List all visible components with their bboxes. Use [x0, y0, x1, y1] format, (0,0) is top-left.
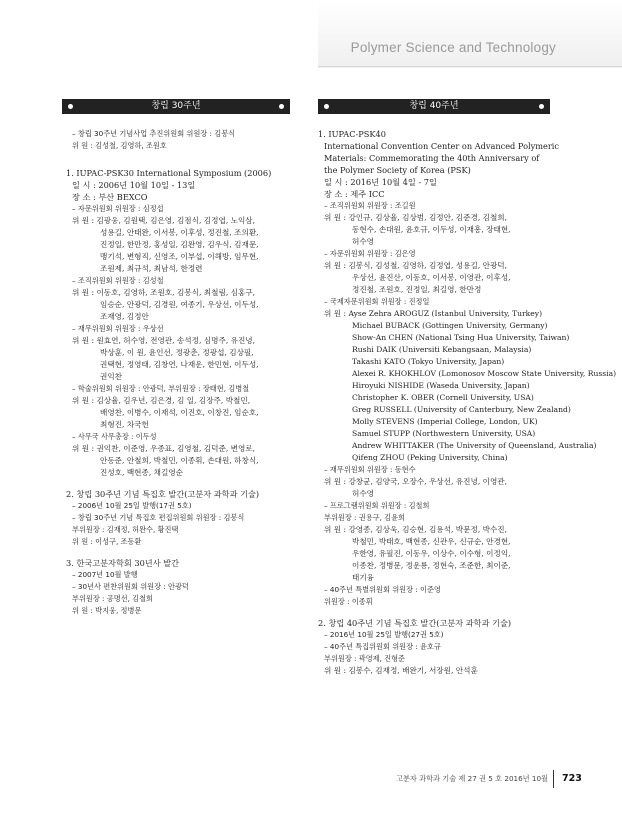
- text-line: 조원제, 최규석, 최남석, 한정련: [100, 264, 203, 273]
- text-line: – 재무위원회 위원장 : 우상선: [72, 324, 164, 333]
- text-line: Samuel STUPP (Northwestern University, USA): [352, 429, 536, 438]
- text-line: 위 원 : 이성구, 조동환: [72, 537, 142, 546]
- text-line: 부위원장 : 공명선, 김철희: [72, 594, 153, 603]
- text-line: 일 시 : 2006년 10월 10일 - 13일: [72, 180, 196, 190]
- text-line: International Convention Center on Advanced Polymeric: [324, 141, 559, 151]
- text-line: 진정일, 한만정, 홍성일, 김완영, 김우식, 김재문,: [100, 240, 259, 249]
- text-line: Materials: Commemorating the 40th Anniversary of: [324, 153, 540, 163]
- text-line: – 자문위원회 위원장 : 김은영: [324, 249, 416, 258]
- text-line: 위원장 : 이종휘: [324, 597, 373, 606]
- text-line: 위 원 : 강창균, 김양국, 오장수, 우상선, 유진녕, 이영관,: [324, 477, 508, 486]
- text-line: – 사무국 사무총장 : 이두성: [72, 432, 157, 441]
- text-line: Greg RUSSELL (University of Canterbury, New Zealand): [352, 405, 571, 414]
- text-line: – 창립 30주년 기념 특집호 편집위원회 위원장 : 김봉식: [72, 513, 245, 522]
- journal-title: Polymer Science and Technology: [350, 40, 556, 55]
- text-line: Hiroyuki NISHIDE (Waseda University, Japan): [352, 381, 530, 390]
- text-line: 장 소 : 부산 BEXCO: [72, 192, 148, 202]
- text-line: Qifeng ZHOU (Peking University, China): [352, 453, 508, 462]
- section-heading: 2. 창립 40주년 기념 특집호 발간(고분자 과학과 기술): [318, 618, 512, 628]
- text-line: 임승순, 안광덕, 김경원, 여종기, 우상선, 이두성,: [100, 300, 259, 309]
- text-line: 부위원장 : 김재정, 허완수, 황진택: [72, 525, 179, 534]
- text-line: 부위원장 : 권용구, 김윤희: [324, 513, 405, 522]
- section-banner-30th: [62, 99, 290, 114]
- text-line: 위 원 : Ayse Zehra AROGUZ (Istanbul University, Turkey): [324, 309, 543, 318]
- text-line: 위 원 : 강영종, 김상욱, 김승현, 김용석, 박문정, 박수진,: [324, 525, 508, 534]
- text-line: – 국제자문위원회 위원장 : 진정일: [324, 297, 430, 306]
- text-line: – 창립 30주년 기념사업 추진위원회 위원장 : 김봉식: [72, 129, 236, 138]
- text-line: – 40주년 특별위원회 위원장 : 이준영: [324, 585, 441, 594]
- text-line: 부위원장 : 곽영제, 진형준: [324, 654, 405, 663]
- text-line: 진성호, 백현종, 채길영순: [100, 468, 184, 477]
- text-line: – 30년사 편찬위원회 위원장 : 안광덕: [72, 582, 189, 591]
- text-line: 최형진, 차국헌: [100, 420, 149, 429]
- section-heading: 1. IUPAC-PSK30 International Symposium (2006): [66, 168, 272, 178]
- text-line: 권익찬: [100, 372, 123, 381]
- text-line: 우상선, 윤진산, 이동호, 이서봉, 이영관, 이후성,: [352, 273, 511, 282]
- bullet-icon: [68, 104, 73, 109]
- header-band: [318, 0, 622, 68]
- footer-citation: 고분자 과학과 기술 제 27 권 5 호 2016년 10월: [396, 774, 548, 783]
- section-heading: 1. IUPAC-PSK40: [318, 129, 386, 139]
- header-rule: [318, 66, 622, 67]
- section-heading: 3. 한국고분자학회 30년사 발간: [66, 558, 180, 568]
- text-line: – 2006년 10월 25일 발행(17권 5호): [72, 501, 192, 510]
- section-heading: 2. 창립 30주년 기념 특집호 발간(고분자 과학과 기술): [66, 489, 260, 499]
- text-line: 우한영, 유필진, 이동우, 이상수, 이수형, 이정익,: [352, 549, 511, 558]
- text-line: 성용길, 안태완, 이서봉, 이후성, 정진철, 조의환,: [100, 228, 259, 237]
- text-line: 조재영, 김정안: [100, 312, 149, 321]
- text-line: 위 원 : 김상율, 김우년, 김은경, 김 일, 김장주, 박철민,: [72, 396, 251, 405]
- text-line: Christopher K. OBER (Cornell University, USA): [352, 393, 534, 402]
- text-line: 정진철, 조원호, 진정일, 최길영, 한만정: [352, 285, 482, 294]
- page-number: 723: [562, 773, 582, 784]
- text-line: 위 원 : 김봉식, 김성철, 김영하, 김정엽, 성용길, 안광덕,: [324, 261, 508, 270]
- text-line: Takashi KATO (Tokyo University, Japan): [352, 357, 505, 366]
- text-line: Show-An CHEN (National Tsing Hua University, Taiwan): [352, 333, 570, 342]
- text-line: Andrew WHITTAKER (The University of Queensland, Australia): [352, 441, 597, 450]
- text-line: 위 원 : 박지웅, 정병문: [72, 606, 142, 615]
- text-line: the Polymer Society of Korea (PSK): [324, 165, 471, 175]
- text-line: – 재무위원회 위원장 : 동현수: [324, 465, 416, 474]
- text-line: 동현수, 손대원, 윤호규, 이두성, 이재흥, 장태현,: [352, 225, 511, 234]
- banner-label: 창립 30주년: [151, 101, 201, 111]
- bullet-icon: [279, 104, 284, 109]
- footer-divider: [553, 770, 554, 788]
- banner-label: 창립 40주년: [409, 101, 459, 111]
- text-line: Michael BUBACK (Gottingen University, Germany): [352, 321, 548, 330]
- text-line: 안동준, 안철희, 박철민, 이종휘, 손대원, 하창식,: [100, 456, 259, 465]
- text-line: – 2016년 10월 25일 발행(27권 5호): [324, 630, 444, 639]
- text-line: 이종찬, 정병문, 정운룡, 정현숙, 조준한, 최이준,: [352, 561, 511, 570]
- text-line: Molly STEVENS (Imperial College, London, UK): [352, 417, 538, 426]
- text-line: 위 원 : 강인규, 김상율, 김상범, 김정안, 김준경, 김철희,: [324, 213, 508, 222]
- text-line: 권택현, 정영태, 김창연, 나재운, 한민현, 이두성,: [100, 360, 259, 369]
- text-line: – 학술위원회 위원장 : 안광덕, 부위원장 : 장태현, 김병철: [72, 384, 250, 393]
- text-line: 위 원 : 권익찬, 이준영, 우종표, 김영철, 김덕준, 변영로,: [72, 444, 256, 453]
- text-line: 위 원 : 김봉수, 김재정, 배완기, 서장원, 안석훈: [324, 666, 478, 675]
- text-line: 일 시 : 2016년 10월 4일 - 7일: [324, 177, 437, 187]
- text-line: 허수영: [352, 237, 375, 246]
- text-line: – 자문위원회 위원장 : 심정섭: [72, 204, 164, 213]
- text-line: – 2007년 10월 발행: [72, 570, 138, 579]
- text-line: 맹기석, 변형직, 신영조, 이부섭, 이해방, 임무현,: [100, 252, 259, 261]
- text-line: – 조직위원회 위원장 : 조길원: [324, 201, 416, 210]
- text-line: Alexei R. KHOKHLOV (Lomonosov Moscow State University, Russia): [352, 369, 617, 378]
- section-banner-40th: [318, 99, 550, 114]
- text-line: 장 소 : 제주 ICC: [324, 189, 385, 199]
- text-line: – 40주년 특집위원회 위원장 : 윤호규: [324, 642, 441, 651]
- text-line: 위 원 : 원효연, 허수영, 전영관, 송석정, 심명주, 유진녕,: [72, 336, 256, 345]
- text-line: – 프로그램위원회 위원장 : 김철희: [324, 501, 430, 510]
- left-column: [66, 128, 302, 617]
- bullet-icon: [324, 104, 329, 109]
- text-line: 위 원 : 김성철, 김영하, 조원호: [72, 141, 167, 150]
- text-line: 허수영: [352, 489, 375, 498]
- text-line: 박상훈, 이 원, 윤인선, 정광춘, 정광섭, 김상필,: [100, 348, 254, 357]
- text-line: 배영찬, 이병수, 이재석, 이진호, 이창진, 임순호,: [100, 408, 259, 417]
- bullet-icon: [539, 104, 544, 109]
- text-line: 태기융: [352, 573, 375, 582]
- text-line: – 조직위원회 위원장 : 김성철: [72, 276, 164, 285]
- text-line: 박철민, 박태호, 백현종, 신관우, 신규순, 안경현,: [352, 537, 511, 546]
- text-line: 위 원 : 김광웅, 김원택, 김은영, 김점식, 김정엽, 노익삼,: [72, 216, 256, 225]
- right-column: [318, 128, 617, 677]
- text-line: 위 원 : 이동호, 김영하, 조원호, 김봉식, 최철림, 심홍구,: [72, 288, 256, 297]
- spacer: [66, 152, 302, 158]
- text-line: Rushi DAIK (Universiti Kebangsaan, Malaysia): [352, 345, 532, 354]
